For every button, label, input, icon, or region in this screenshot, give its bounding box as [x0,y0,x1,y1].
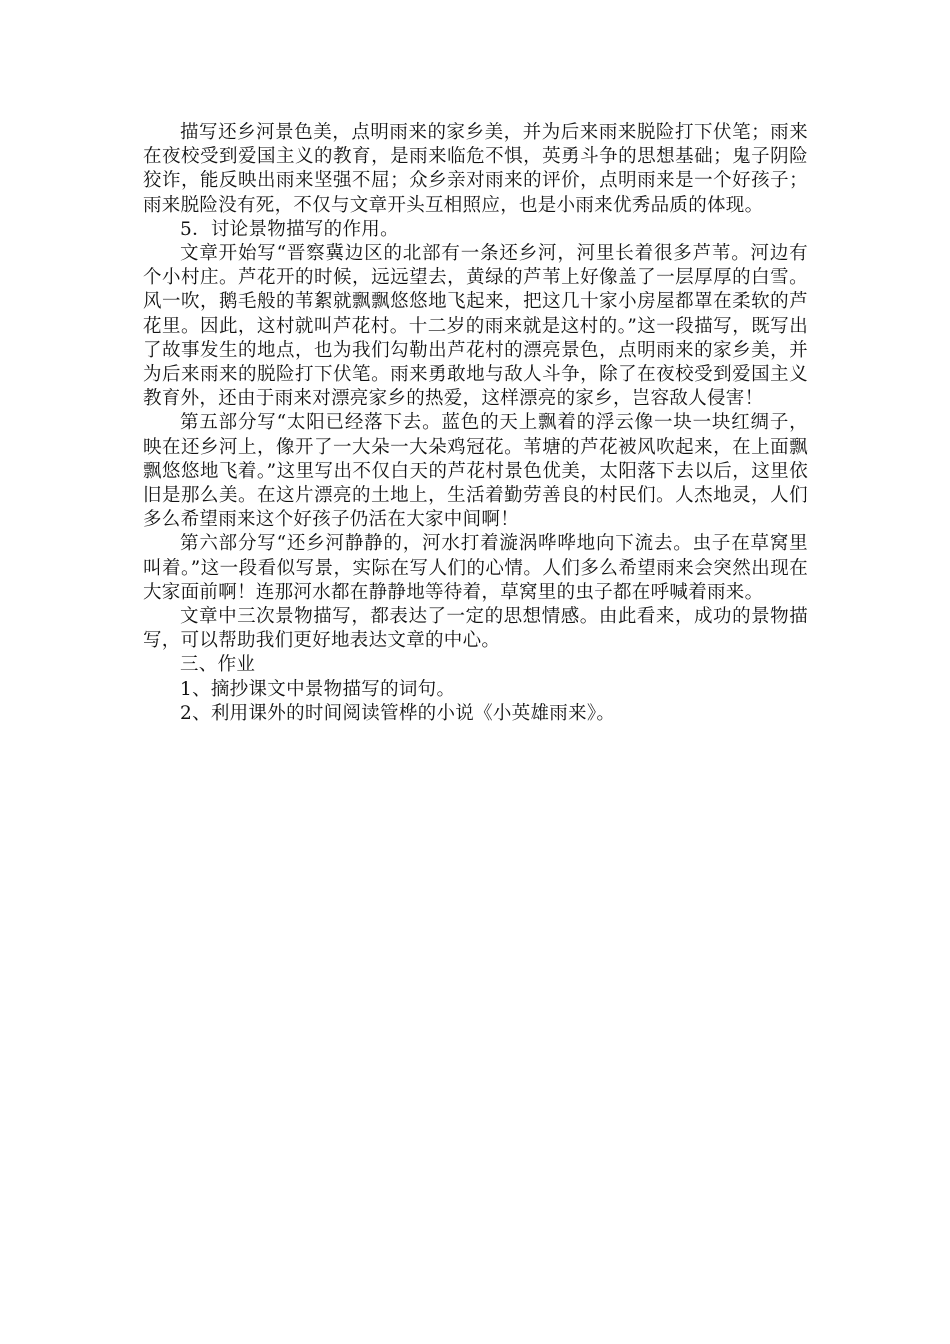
paragraph-conclusion: 文章中三次景物描写，都表达了一定的思想情感。由此看来，成功的景物描写，可以帮助我们更好地表达文章的中心。 [143,606,808,652]
paragraph-section-5-heading: 5．讨论景物描写的作用。 [180,218,399,240]
paragraph-part-six-scenery: 第六部分写“还乡河静静的，河水打着漩涡哗哗地向下流去。虫子在草窝里叫着。”这一段看似写景，实际在写人们的心情。人们多么希望雨来会突然出现在大家面前啊！连那河水都在静静地等待着，草窝里的虫子都在呼喊着雨来。 [143,533,808,603]
paragraph-homework-item-1: 1、摘抄课文中景物描写的词句。 [180,678,456,700]
paragraph-summary: 描写还乡河景色美，点明雨来的家乡美，并为后来雨来脱险打下伏笔；雨来在夜校受到爱国主义的教育，是雨来临危不惧，英勇斗争的思想基础；鬼子阴险狡诈，能反映出雨来坚强不屈；众乡亲对雨来的评价，点明雨来是一个好孩子；雨来脱险没有死，不仅与文章开头互相照应，也是小雨来优秀品质的体现。 [143,122,808,216]
paragraph-homework-item-2: 2、利用课外的时间阅读管桦的小说《小英雄雨来》。 [180,702,616,724]
document-page [143,121,808,726]
paragraph-part-five-scenery: 第五部分写“太阳已经落下去。蓝色的天上飘着的浮云像一块一块红绸子，映在还乡河上，像开了一大朵一大朵鸡冠花。苇塘的芦花被风吹起来，在上面飘飘悠悠地飞着。”这里写出不仅白天的芦花村景色优美，太阳落下去以后，这里依旧是那么美。在这片漂亮的土地上，生活着勤劳善良的村民们。人杰地灵，人们多么希望雨来这个好孩子仍活在大家中间啊！ [143,412,808,531]
paragraph-homework-heading: 三、作业 [180,654,256,676]
paragraph-opening-scenery: 文章开始写“晋察冀边区的北部有一条还乡河，河里长着很多芦苇。河边有个小村庄。芦花开的时候，远远望去，黄绿的芦苇上好像盖了一层厚厚的白雪。风一吹，鹅毛般的苇絮就飘飘悠悠地飞起来，把这几十家小房屋都罩在柔软的芦花里。因此，这村就叫芦花村。十二岁的雨来就是这村的。”这一段描写，既写出了故事发生的地点，也为我们勾勒出芦花村的漂亮景色，点明雨来的家乡美，并为后来雨来的脱险打下伏笔。雨来勇敢地与敌人斗争，除了在夜校受到爱国主义教育外，还由于雨来对漂亮家乡的热爱，这样漂亮的家乡，岂容敌人侵害！ [143,243,808,410]
